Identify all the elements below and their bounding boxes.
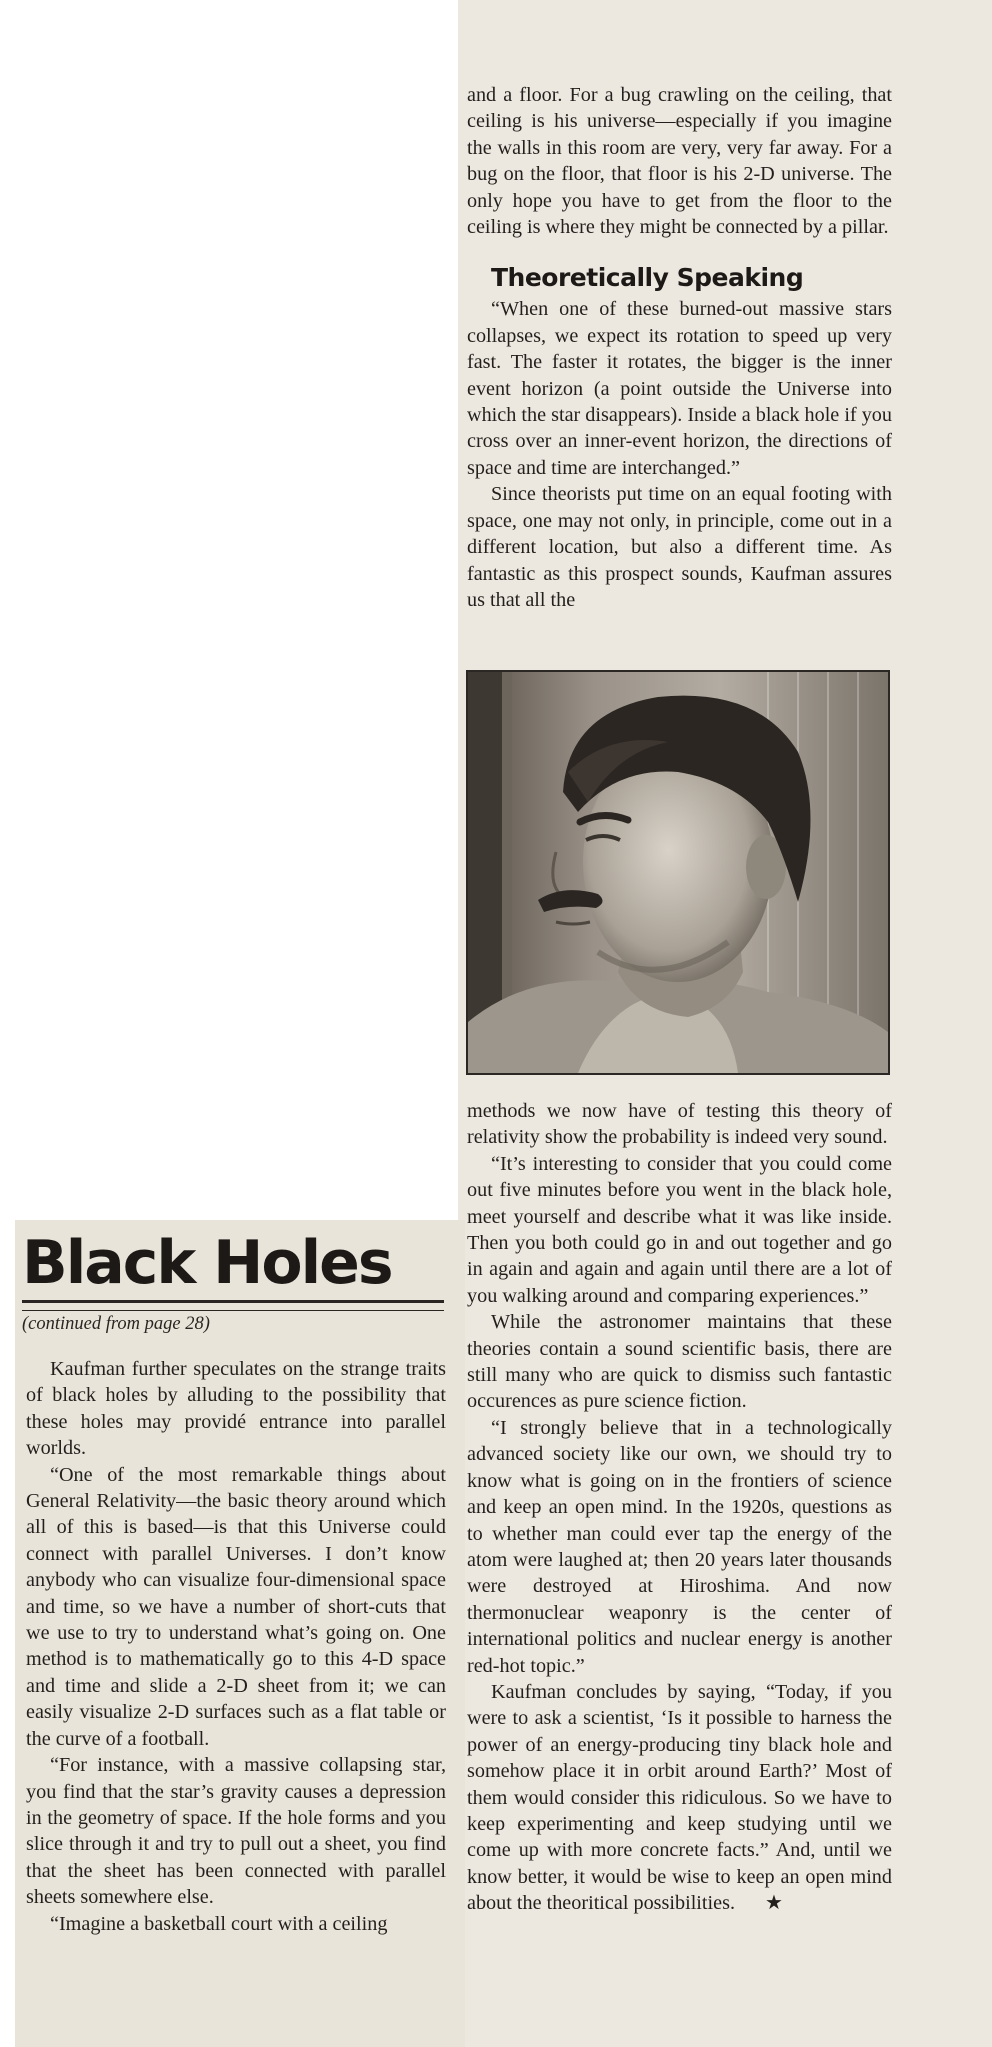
left-column <box>26 1356 446 1937</box>
paragraph: Kaufman further speculates on the strange traits of black holes by alluding to the possibility that these holes may providé entrance into parallel worlds. <box>26 1358 446 1460</box>
continued-from-note: (continued from page 28) <box>22 1314 210 1334</box>
paragraph: “When one of these burned-out massive stars collapses, we expect its rotation to speed up very fast. The faster it rotates, the bigger is the inner event horizon (a point outside the Universe into which the star disappears). Inside a black hole if you cross over an inner-event horizon, the directions of space and time are interchanged.” <box>467 298 892 479</box>
paragraph: methods we now have of testing this theory of relativity show the probability is indeed very sound. <box>467 1100 892 1149</box>
paragraph: Since theorists put time on an equal footing with space, one may not only, in principle, come out in a different location, but also a different time. As fantastic as this prospect sounds, Kaufman assures us that all the <box>467 483 892 611</box>
portrait-image <box>468 672 888 1073</box>
headline-rule <box>22 1300 444 1311</box>
paragraph: “For instance, with a massive collapsing star, you find that the star’s gravity causes a depression in the geometry of space. If the hole forms and you slice through it and try to pull out a sheet, you find that the sheet has been connected with parallel sheets somewhere else. <box>26 1754 446 1909</box>
paragraph: While the astronomer maintains that these theories contain a sound scientific basis, there are still many who are quick to dismiss such fantastic occurences as pure science fiction. <box>467 1311 892 1413</box>
end-mark-star-icon: ★ <box>765 1892 784 1915</box>
paragraph: “I strongly believe that in a technologically advanced society like our own, we should try to know what is going on in the frontiers of science and keep an open mind. In the 1920s, questions as to whether man could ever tap the energy of the atom were laughed at; then 20 years later thousands were destroyed at Hiroshima. And now thermonuclear weaponry is the center of international politics and nuclear energy is another red-hot topic.” <box>467 1416 892 1677</box>
right-column-top <box>467 82 892 613</box>
right-column-bottom <box>467 1098 892 1917</box>
paragraph: “It’s interesting to consider that you could come out five minutes before you went in the black hole, meet yourself and describe what it was like inside. Then you both could go in and out together and go in again and again and again until there are a lot of you walking around and comparing experiences.” <box>467 1152 892 1307</box>
article-headline: Black Holes <box>22 1228 392 1298</box>
portrait-photo <box>466 670 890 1075</box>
paragraph-final-text: Kaufman concludes by saying, “Today, if you were to ask a scientist, ‘Is it possible to harness the power of an energy-producing tiny black hole and somehow place it in orbit around Earth?’ Most of them would consider this ridiculous. So we have to keep experimenting and keep studying until we come up with more concrete facts.” And, until we know better, it would be wise to keep an open mind about the theoritical possibilities. <box>467 1680 892 1915</box>
paragraph: and a floor. For a bug crawling on the ceiling, that ceiling is his universe—especially if you imagine the walls in this room are very, very far away. For a bug on the floor, that floor is his 2-D universe. The only hope you have to get from the floor to the ceiling is where they might be connected by a pillar. <box>467 84 892 239</box>
paragraph: “One of the most remarkable things about General Relativity—the basic theory around which all of this is based—is that this Universe could connect with parallel Universes. I don’t know anybody who can visualize four-dimensional space and time, so we have a number of short-cuts that we use to try to understand what’s going on. One method is to mathematically go to this 4-D space and time and slide a 2-D sheet from it; we can easily visualize 2-D surfaces such as a flat table or the curve of a football. <box>26 1463 446 1750</box>
paragraph: “Imagine a basketball court with a ceiling <box>50 1912 388 1935</box>
paragraph-final <box>467 1679 892 1917</box>
subheading: Theoretically Speaking <box>491 263 804 293</box>
